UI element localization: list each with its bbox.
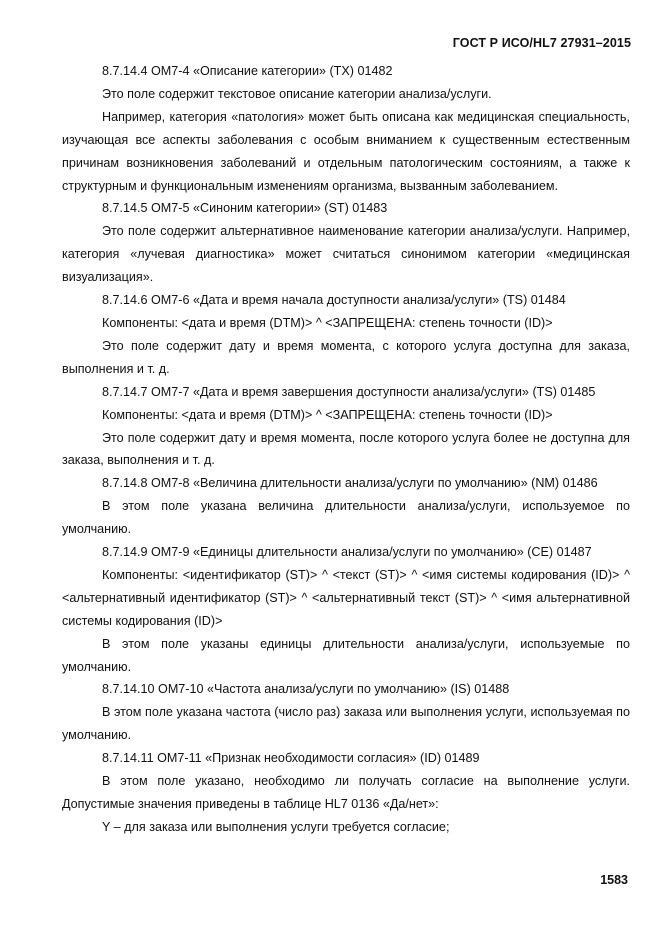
paragraph: В этом поле указана величина длительности анализа/услуги, используемое по умолчанию. (62, 499, 630, 537)
paragraph: Y – для заказа или выполнения услуги требуется согласие; (102, 819, 450, 834)
components-line: Компоненты: <дата и время (DTM)> ^ <ЗАПРЕЩЕНА: степень точности (ID)> (102, 315, 553, 330)
page-number: 1583 (600, 873, 628, 887)
components-line: Компоненты: <идентификатор (ST)> ^ <текст (ST)> ^ <имя системы кодирования (ID)> ^ <альтернативный идентификатор (ST)> ^ <альтернативный текст (ST)> ^ <имя альтернативной системы кодирования (ID)> (62, 567, 630, 628)
paragraph: Это поле содержит дату и время момента, с которого услуга доступна для заказа, выполнения и т. д. (62, 338, 630, 376)
section-heading: 8.7.14.6 OM7-6 «Дата и время начала доступности анализа/услуги» (TS) 01484 (102, 293, 566, 308)
section-heading: 8.7.14.9 OM7-9 «Единицы длительности анализа/услуги по умолчанию» (CE) 01487 (102, 545, 592, 560)
paragraph: В этом поле указана частота (число раз) заказа или выполнения услуги, используемая по умолчанию. (62, 705, 630, 743)
paragraph: Это поле содержит дату и время момента, после которого услуга более не доступна для заказа, выполнения и т. д. (62, 430, 630, 468)
paragraph: Это поле содержит текстовое описание категории анализа/услуги. (102, 86, 492, 101)
document-body (62, 60, 630, 839)
section-heading: 8.7.14.4 OM7-4 «Описание категории» (TX) 01482 (102, 64, 393, 78)
section-heading: 8.7.14.8 OM7-8 «Величина длительности анализа/услуги по умолчанию» (NM) 01486 (102, 476, 598, 491)
section-heading: 8.7.14.10 OM7-10 «Частота анализа/услуги по умолчанию» (IS) 01488 (102, 682, 510, 697)
components-line: Компоненты: <дата и время (DTM)> ^ <ЗАПРЕЩЕНА: степень точности (ID)> (102, 407, 553, 422)
section-heading: 8.7.14.5 OM7-5 «Синоним категории» (ST) 01483 (102, 201, 388, 216)
paragraph: Это поле содержит альтернативное наименование категории анализа/услуги. Например, категория «лучевая диагностика» может считаться синонимом категории «медицинская визуализация». (62, 224, 630, 285)
section-heading: 8.7.14.11 OM7-11 «Признак необходимости согласия» (ID) 01489 (102, 751, 480, 766)
paragraph: В этом поле указаны единицы длительности анализа/услуги, используемые по умолчанию. (62, 636, 630, 674)
paragraph: Например, категория «патология» может быть описана как медицинская специальность, изучающая все аспекты заболевания с особым вниманием к существенным естественным причинам возникновения заболеваний и отдельным патологическим состояниям, а также к структурным и функциональным изменениям организма, вызванным заболеванием. (62, 109, 630, 193)
paragraph: В этом поле указано, необходимо ли получать согласие на выполнение услуги. Допустимые значения приведены в таблице HL7 0136 «Да/нет»: (62, 774, 630, 811)
section-heading: 8.7.14.7 OM7-7 «Дата и время завершения доступности анализа/услуги» (TS) 01485 (102, 384, 596, 399)
document-header: ГОСТ Р ИСО/HL7 27931–2015 (452, 36, 631, 50)
